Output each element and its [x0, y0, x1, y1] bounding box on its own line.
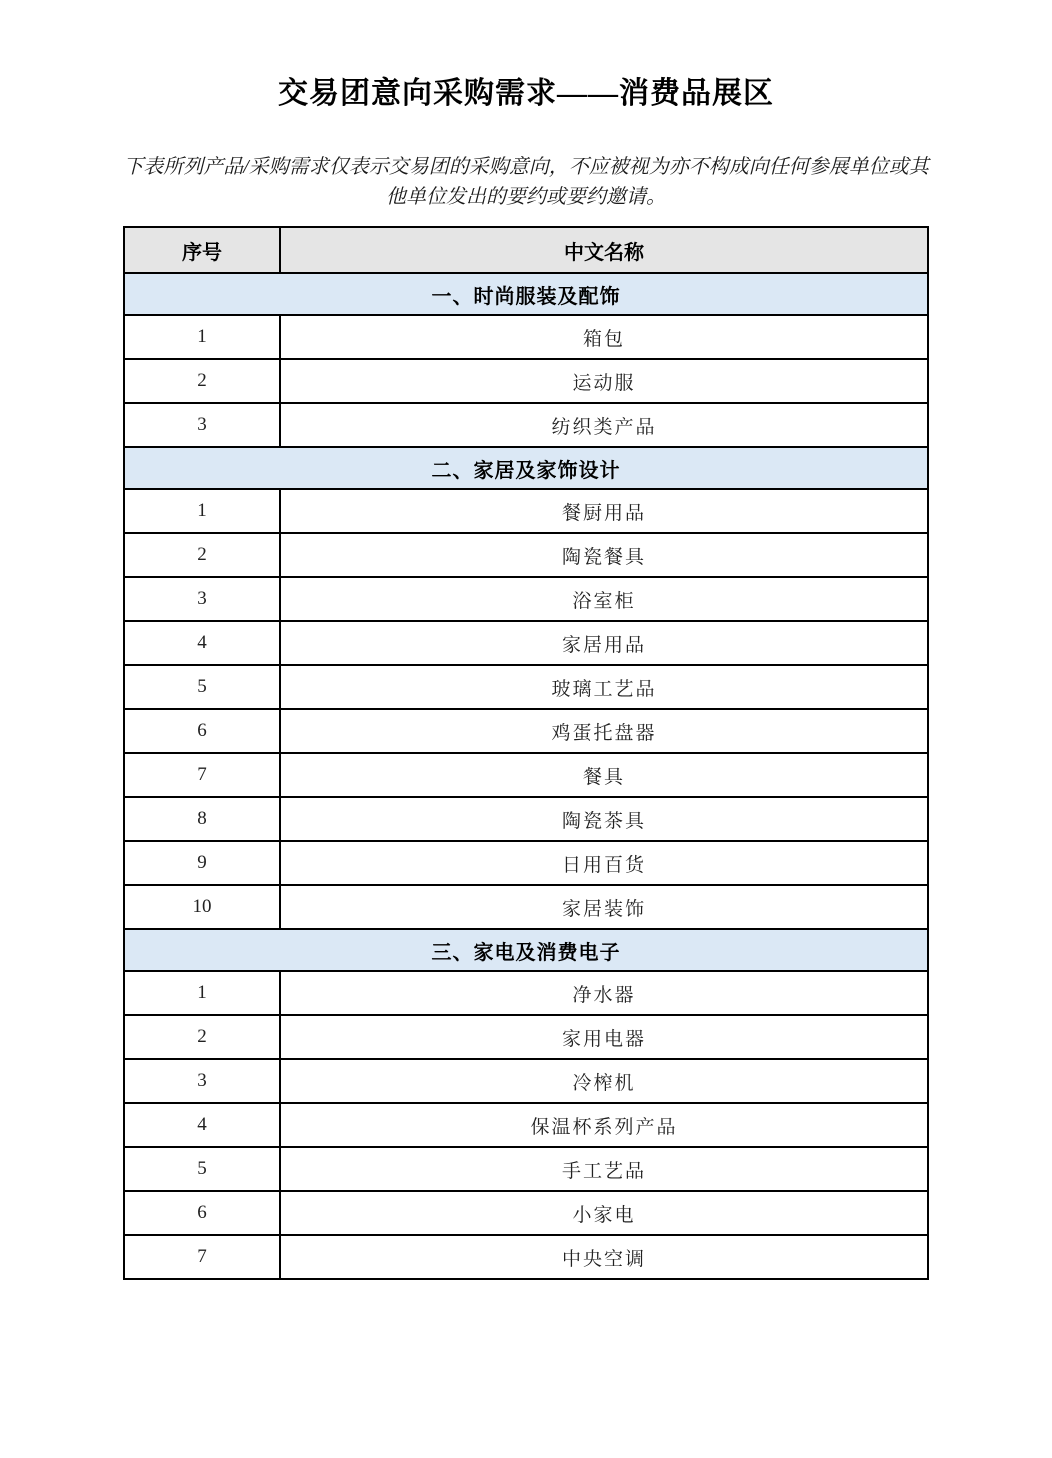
section-header-row — [124, 447, 928, 489]
row-name-cell: 陶瓷茶具 — [280, 797, 928, 841]
row-name-cell: 净水器 — [280, 971, 928, 1015]
table-body — [124, 273, 928, 1279]
table-row — [124, 1103, 928, 1147]
row-index-cell: 6 — [124, 1191, 280, 1235]
table-row — [124, 709, 928, 753]
row-index-cell: 2 — [124, 359, 280, 403]
page-title: 交易团意向采购需求——消费品展区 — [278, 77, 774, 110]
table-row — [124, 1147, 928, 1191]
row-name-cell: 中央空调 — [280, 1235, 928, 1279]
section-title: 二、家居及家饰设计 — [124, 447, 928, 489]
row-name-cell: 小家电 — [280, 1191, 928, 1235]
section-title: 三、家电及消费电子 — [124, 929, 928, 971]
row-name-cell: 餐具 — [280, 753, 928, 797]
row-index-cell: 1 — [124, 315, 280, 359]
table-row — [124, 797, 928, 841]
table-row — [124, 577, 928, 621]
table-row — [124, 753, 928, 797]
row-name-cell: 冷榨机 — [280, 1059, 928, 1103]
row-name-cell: 玻璃工艺品 — [280, 665, 928, 709]
row-index-cell: 5 — [124, 1147, 280, 1191]
row-name-cell: 家用电器 — [280, 1015, 928, 1059]
section-header-row — [124, 929, 928, 971]
table-row — [124, 841, 928, 885]
row-index-cell: 4 — [124, 1103, 280, 1147]
table-row — [124, 1015, 928, 1059]
procurement-table — [123, 226, 929, 1280]
row-name-cell: 箱包 — [280, 315, 928, 359]
row-index-cell: 3 — [124, 1059, 280, 1103]
row-index-cell: 9 — [124, 841, 280, 885]
section-title: 一、时尚服装及配饰 — [124, 273, 928, 315]
row-index-cell: 7 — [124, 1235, 280, 1279]
table-row — [124, 315, 928, 359]
row-index-cell: 7 — [124, 753, 280, 797]
section-header-row — [124, 273, 928, 315]
row-index-cell: 3 — [124, 577, 280, 621]
row-name-cell: 运动服 — [280, 359, 928, 403]
row-index-cell: 2 — [124, 533, 280, 577]
row-name-cell: 保温杯系列产品 — [280, 1103, 928, 1147]
row-index-cell: 5 — [124, 665, 280, 709]
table-header-row — [124, 227, 928, 273]
notice-text: 下表所列产品/采购需求仅表示交易团的采购意向，不应被视为亦不构成向任何参展单位或其他单位发出的要约或要约邀请。 — [123, 156, 929, 208]
column-header-name: 中文名称 — [280, 227, 928, 273]
row-name-cell: 手工艺品 — [280, 1147, 928, 1191]
row-index-cell: 4 — [124, 621, 280, 665]
row-name-cell: 陶瓷餐具 — [280, 533, 928, 577]
row-index-cell: 3 — [124, 403, 280, 447]
table-row — [124, 403, 928, 447]
row-name-cell: 浴室柜 — [280, 577, 928, 621]
row-index-cell: 2 — [124, 1015, 280, 1059]
row-name-cell: 鸡蛋托盘器 — [280, 709, 928, 753]
row-index-cell: 1 — [124, 489, 280, 533]
table-row — [124, 971, 928, 1015]
table-row — [124, 621, 928, 665]
table-row — [124, 489, 928, 533]
row-name-cell: 家居装饰 — [280, 885, 928, 929]
table-row — [124, 359, 928, 403]
table-row — [124, 1235, 928, 1279]
table-row — [124, 1059, 928, 1103]
row-name-cell: 纺织类产品 — [280, 403, 928, 447]
table-row — [124, 665, 928, 709]
row-name-cell: 家居用品 — [280, 621, 928, 665]
row-index-cell: 6 — [124, 709, 280, 753]
row-name-cell: 餐厨用品 — [280, 489, 928, 533]
column-header-index: 序号 — [124, 227, 280, 273]
table-row — [124, 885, 928, 929]
table-row — [124, 1191, 928, 1235]
row-index-cell: 8 — [124, 797, 280, 841]
row-index-cell: 1 — [124, 971, 280, 1015]
row-index-cell: 10 — [124, 885, 280, 929]
row-name-cell: 日用百货 — [280, 841, 928, 885]
table-row — [124, 533, 928, 577]
